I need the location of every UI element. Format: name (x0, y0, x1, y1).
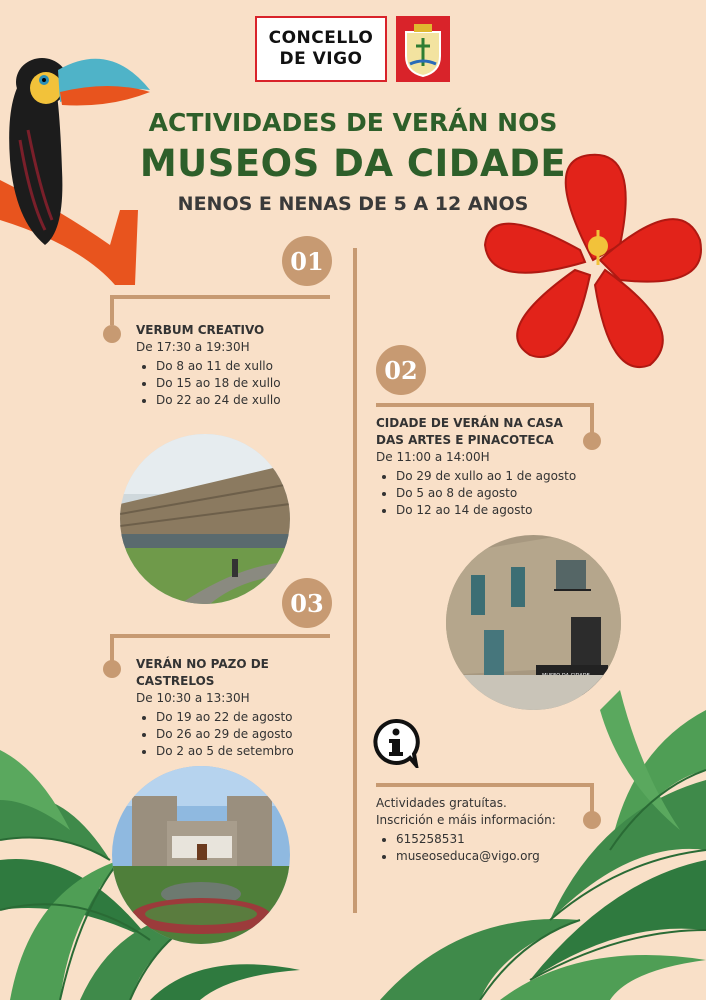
info-icon (372, 718, 420, 768)
activity-number-badge (282, 236, 332, 286)
activity-dates-list (136, 709, 346, 760)
central-timeline-line (353, 248, 357, 913)
activity-time: De 17:30 a 19:30H (136, 340, 250, 354)
activity-number-badge (282, 578, 332, 628)
divider-line (376, 403, 594, 407)
activity-title: VERÁN NO PAZO DE CASTRELOS (136, 657, 269, 688)
date-item: • Do 26 ao 29 de agosto (156, 726, 346, 743)
divider-line (590, 783, 594, 813)
info-block (376, 795, 586, 865)
date-item: • Do 8 ao 11 de xullo (156, 358, 346, 375)
pazo-de-castrelos-photo (112, 766, 290, 944)
timeline-dot (103, 660, 121, 678)
activity-title: VERBUM CREATIVO (136, 323, 265, 337)
museo-quinones-de-leon-photo (446, 535, 621, 710)
activity-number: 01 (290, 246, 324, 276)
date-item: • Do 19 ao 22 de agosto (156, 709, 346, 726)
contact-list (376, 831, 586, 865)
activity-time: De 11:00 a 14:00H (376, 450, 490, 464)
divider-line (110, 295, 114, 325)
divider-line (376, 783, 594, 787)
concello-de-vigo-logo (255, 16, 387, 82)
title-line-2: MUSEOS DA CIDADE (139, 142, 567, 185)
date-item: • Do 12 ao 14 de agosto (396, 502, 586, 519)
date-item: • Do 5 ao 8 de agosto (396, 485, 586, 502)
activity-block (376, 415, 586, 519)
activity-block (136, 656, 346, 760)
timeline-dot (103, 325, 121, 343)
subtitle: NENOS E NENAS DE 5 A 12 ANOS (177, 193, 529, 215)
info-registration-text: Inscrición e máis información: (376, 813, 556, 827)
activity-time: De 10:30 a 13:30H (136, 691, 250, 705)
divider-line (590, 403, 594, 433)
activity-dates-list (136, 358, 346, 409)
activity-block (136, 322, 346, 409)
date-item: • Do 22 ao 24 de xullo (156, 392, 346, 409)
logo-text: CONCELLO DE VIGO (268, 28, 374, 69)
vigo-coat-of-arms-logo (396, 16, 450, 82)
divider-line (110, 295, 330, 299)
activity-number: 03 (290, 588, 324, 618)
date-item: • Do 2 ao 5 de setembro (156, 743, 346, 760)
activity-number-badge (376, 345, 426, 395)
activity-title: CIDADE DE VERÁN NA CASA DAS ARTES E PINACOTECA (376, 416, 563, 447)
title-line-1: ACTIVIDADES DE VERÁN NOS (148, 108, 558, 137)
phone-number[interactable]: • 615258531 (396, 831, 586, 848)
date-item: • Do 29 de xullo ao 1 de agosto (396, 468, 586, 485)
date-item: • Do 15 ao 18 de xullo (156, 375, 346, 392)
email-address[interactable]: • museoseduca@vigo.org (396, 848, 586, 865)
info-free-text: Actividades gratuítas. (376, 796, 507, 810)
divider-line (110, 634, 330, 638)
verbum-building-photo (120, 434, 290, 604)
activity-dates-list (376, 468, 586, 519)
activity-number: 02 (384, 355, 418, 385)
